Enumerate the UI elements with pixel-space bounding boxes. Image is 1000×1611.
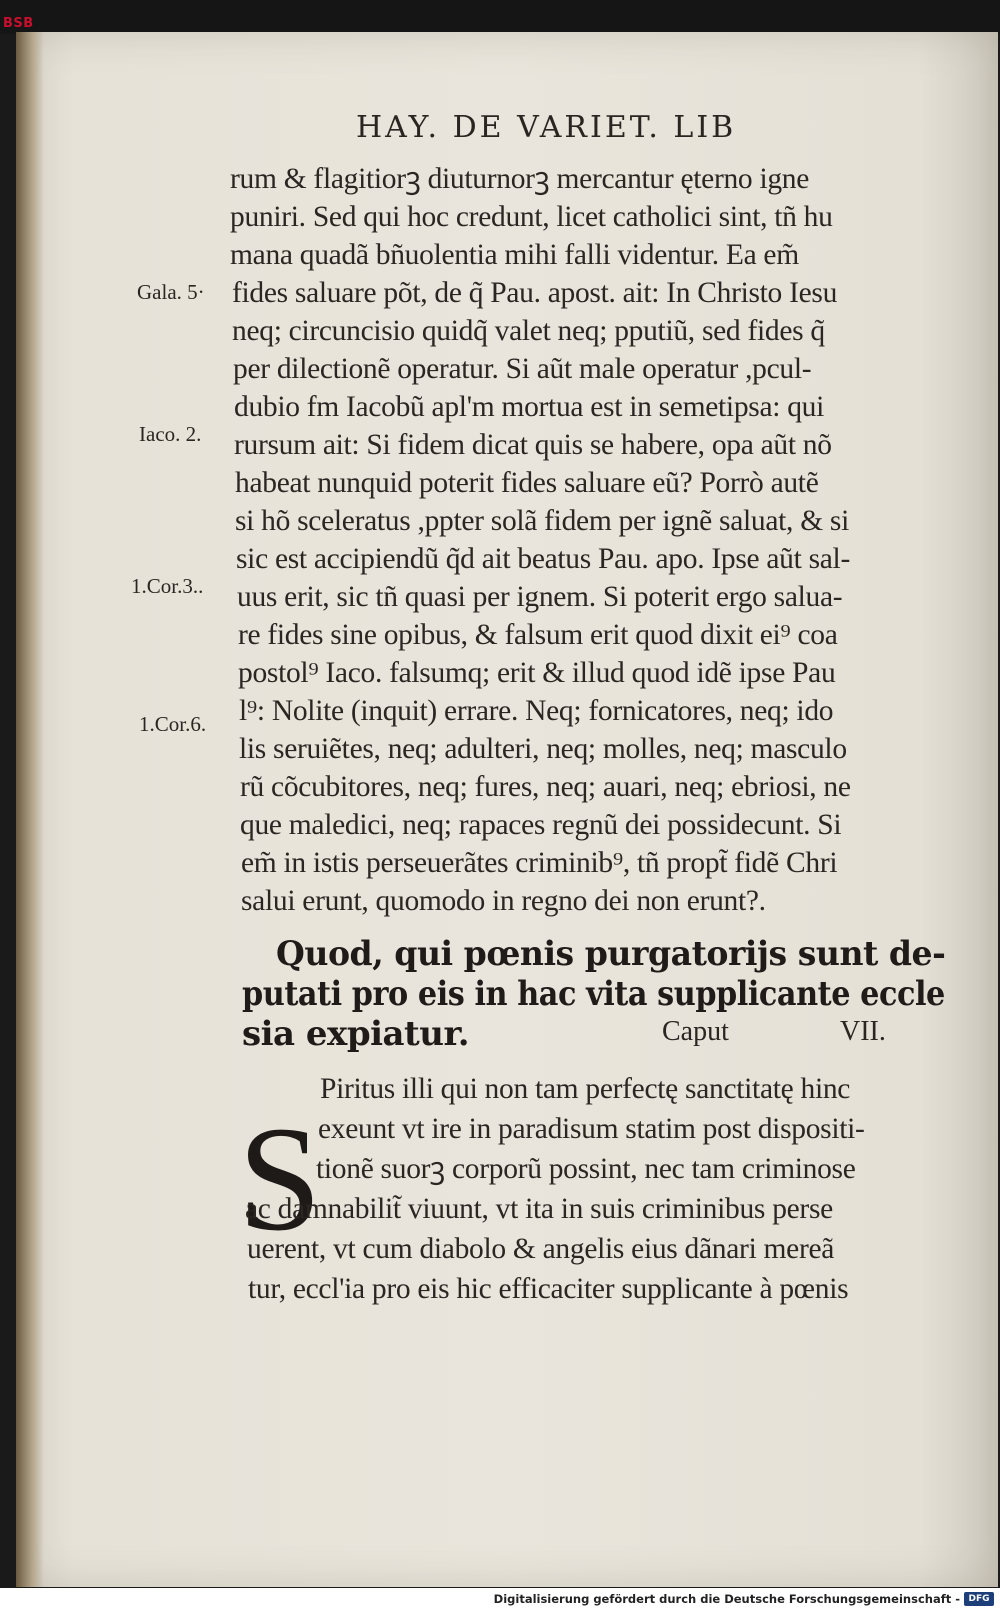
body-line: re fides sine opibus, & falsum erit quod dixit ei⁹ coa [238, 619, 838, 651]
running-head: HAY. DE VARIET. LIB [356, 110, 737, 145]
body-line: puniri. Sed qui hoc credunt, licet catholici sint, tñ hu [230, 201, 833, 233]
page-spine-shadow [16, 32, 44, 1587]
body-line: postol⁹ Iaco. falsumq; erit & illud quod idẽ ipse Pau [238, 657, 836, 689]
body-line: rum & flagitiorꝫ diuturnorꝫ mercantur ęterno igne [230, 163, 810, 195]
body-line: sic est accipiendũ q̃d ait beatus Pau. apo. Ipse aũt sal- [236, 543, 850, 575]
chapter-line: tur, eccl'ia pro eis hic efficaciter supplicante à pœnis [248, 1273, 849, 1305]
body-line: lis seruiẽtes, neq; adulteri, neq; molles, neq; masculo [239, 733, 847, 765]
margin-note-iaco: Iaco. 2. [139, 422, 202, 446]
scan-border-top [0, 0, 1000, 34]
caput-number: VII. [840, 1016, 886, 1047]
body-line: uus erit, sic tñ quasi per ignem. Si poterit ergo salua- [237, 581, 843, 613]
chapter-heading-line: Quod, qui pœnis purgatorijs sunt de- [276, 934, 946, 974]
chapter-line: ac damnabilit̃ viuunt, vt ita in suis criminibus perse [245, 1193, 833, 1225]
digitization-credit: Digitalisierung gefördert durch die Deutsche Forschungsgemeinschaft - [493, 1592, 960, 1606]
body-line: rursum ait: Si fidem dicat quis se habere, opa aũt nõ [234, 429, 832, 461]
margin-note-cor6: 1.Cor.6. [139, 712, 207, 736]
body-line: mana quadã bñuolentia mihi falli videntur. Ea em̃ [230, 239, 799, 271]
chapter-heading-line: sia expiatur. [242, 1014, 470, 1054]
chapter-line: tionẽ suorꝫ corporũ possint, nec tam criminose [316, 1153, 856, 1185]
body-line: habeat nunquid poterit fides saluare eũ? Porrò autẽ [235, 467, 819, 499]
body-line: neq; circuncisio quidq̃ valet neq; pputiũ, sed fides q̃ [232, 315, 825, 347]
drop-cap-initial: S [238, 1096, 322, 1262]
chapter-heading-line: putati pro eis in hac vita supplicante eccle [242, 974, 945, 1014]
library-mark: BSB [3, 16, 34, 31]
chapter-line: Piritus illi qui non tam perfectę sanctitatę hinc [320, 1073, 851, 1105]
body-line: fides saluare põt, de q̃ Pau. apost. ait: In Christo Iesu [232, 277, 838, 309]
caput-label: Caput [662, 1016, 729, 1047]
margin-note-gala: Gala. 5· [137, 280, 205, 304]
body-line: rũ cõcubitores, neq; fures, neq; auari, neq; ebriosi, ne [240, 771, 851, 803]
margin-note-cor3: 1.Cor.3.. [131, 574, 204, 598]
chapter-line: exeunt vt ire in paradisum statim post dispositi- [318, 1113, 865, 1145]
body-line: si hõ sceleratus ,ppter solã fidem per ignẽ saluat, & si [235, 505, 850, 537]
body-line: per dilectionẽ operatur. Si aũt male operatur ,pcul- [233, 353, 812, 385]
body-line: l⁹: Nolite (inquit) errare. Neq; fornicatores, neq; ido [239, 695, 834, 727]
chapter-line: uerent, vt cum diabolo & angelis eius dãnari mereã [247, 1233, 835, 1265]
dfg-logo: DFG [964, 1592, 994, 1606]
body-line: dubio fm Iacobũ apl'm mortua est in semetipsa: qui [234, 391, 825, 423]
body-line: salui erunt, quomodo in regno dei non erunt?. [241, 885, 766, 917]
body-line: que maledici, neq; rapaces regnũ dei possidecunt. Si [240, 809, 842, 841]
body-line: em̃ in istis perseuerãtes criminib⁹, tñ propt̃ fidẽ Chri [241, 847, 838, 879]
